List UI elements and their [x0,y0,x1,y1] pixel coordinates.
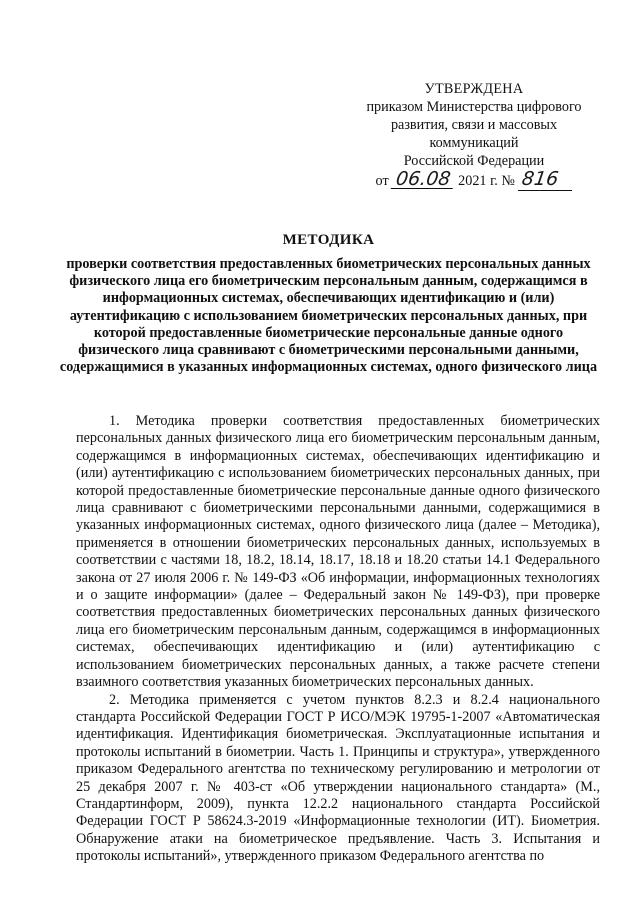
approval-line-3: коммуникаций [429,135,519,151]
title-subtitle: проверки соответствия предоставленных биометрических персональных данных физического лица его биометрическим персональным данным, содержащимся в информационных системах, обеспечивающих идентификацию и (или) аутентификацию с использованием биометрических персональных данных, при которой предоставленные биометрические персональные данные одного физического лица сравнивают с биометрическими персональными данными, содержащимися в указанных информационных системах, одного физического лица [59,256,598,376]
date-suffix: 2021 г. № [458,173,515,189]
handwritten-order-number: 816 [520,168,561,190]
title-heading: МЕТОДИКА [282,232,375,248]
paragraph-2: 2. Методика применяется с учетом пунктов 8.2.3 и 8.2.4 национального стандарта Российской Федерации ГОСТ Р ИСО/МЭК 19795-1-2007 «Автоматическая идентификация. Идентификация биометрическая. Эксплуатационные испытания и протоколы испытаний в биометрии. Часть 1. Принципы и структура», утвержденного приказом Федерального агентства по техническому регулированию и метрологии от 25 декабря 2007 г. № 403-ст «Об утверждении национального стандарта» (М., Стандартинформ, 2009), пункта 12.2.2 национального стандарта Российской Федерации ГОСТ Р 58624.3-2019 «Информационные технологии (ИТ). Биометрия. Обнаружение атаки на биометрическое предъявление. Часть 3. Испытания и протоколы испытаний», утвержденного приказом Федерального агентства по [76,691,600,865]
approval-stamp [356,80,592,191]
document-title [56,232,601,376]
paragraph-1: 1. Методика проверки соответствия предоставленных биометрических персональных данных физического лица его биометрическим персональным данным, содержащимся в информационных системах, обеспечивающих идентификацию и (или) аутентификацию с использованием биометрических персональных данных, при которой предоставленные биометрические персональные данные одного физического лица сравнивают с биометрическими персональными данными, содержащимися в указанных информационных системах, одного физического лица (далее – Методика), применяется в отношении биометрических персональных данных, используемых в соответствии с частями 18, 18.2, 18.14, 18.17, 18.18 и 18.20 статьи 14.1 Федерального закона от 27 июля 2006 г. № 149-ФЗ «Об информации, информационных технологиях и о защите информации» (далее – Федеральный закон № 149-ФЗ), при проверке соответствия предоставленных биометрических персональных данных физического лица его биометрическим персональным данным, содержащимся в информационных системах, обеспечивающих идентификацию и (или) аутентификацию с использованием биометрических персональных данных, а также расчете степени взаимного соответствия указанных биометрических персональных данных. [76,413,600,691]
approval-date-line [356,170,592,191]
date-prefix: от [375,173,389,189]
order-number-field [518,170,572,191]
approval-line-1: приказом Министерства цифрового [366,99,582,115]
approval-heading: УТВЕРЖДЕНА [424,81,524,97]
approval-line-2: развития, связи и массовых [390,117,558,133]
document-body [76,413,600,866]
handwritten-date: 06.08 [391,170,456,189]
approval-line-4: Российской Федерации [403,153,545,169]
